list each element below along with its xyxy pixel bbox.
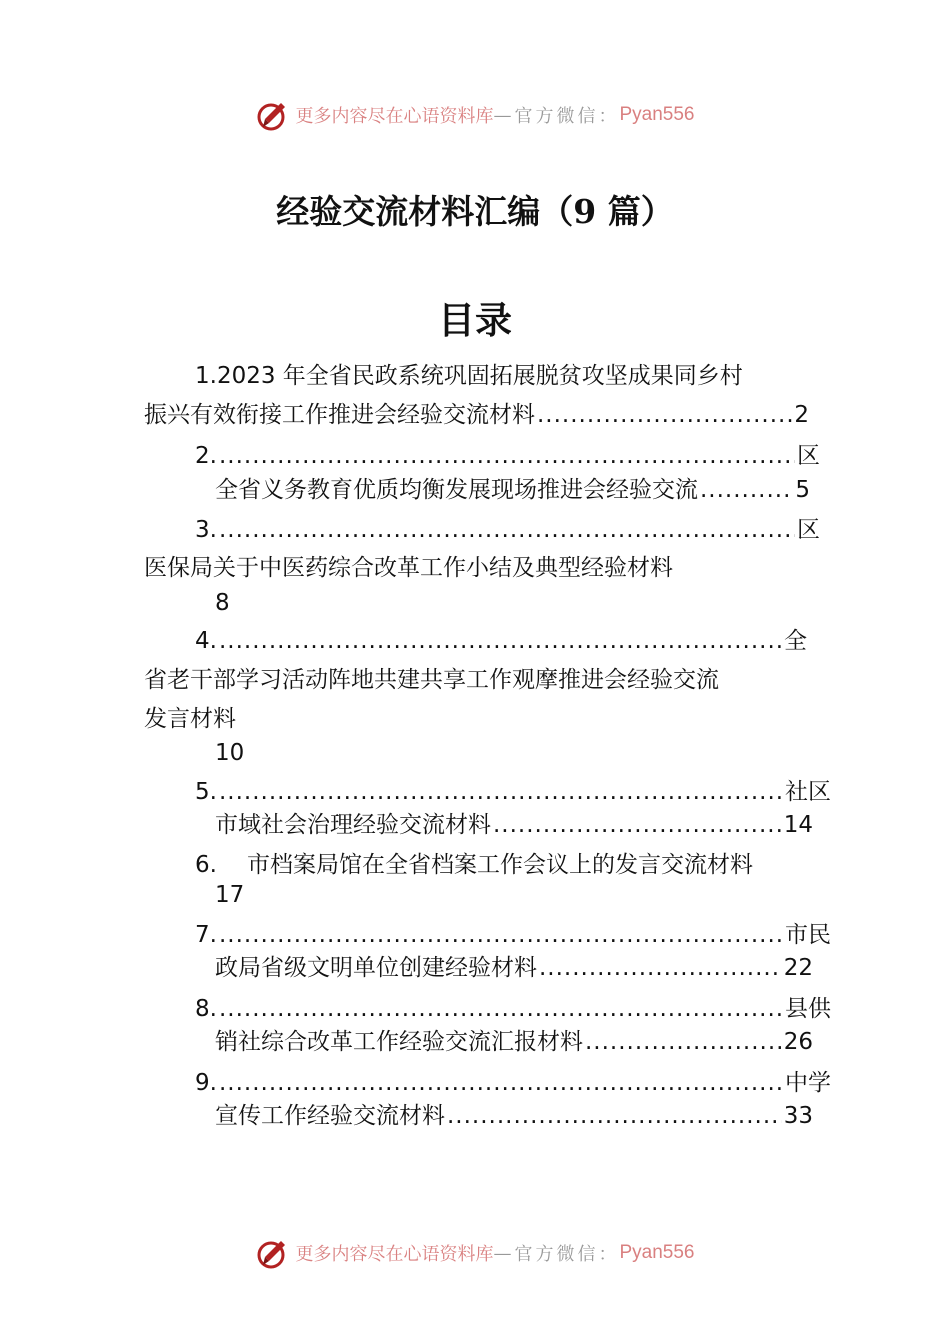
toc-leader-dots [219, 777, 783, 807]
toc-entry-9-text: 宣传工作经验交流材料 [215, 1103, 445, 1129]
watermark-wechat-label: 官方微信： [514, 106, 620, 127]
toc-entry-5-page: 14 [783, 812, 813, 838]
toc-entry-8-page: 26 [783, 1029, 813, 1055]
toc-leader-dots [493, 810, 782, 840]
toc-entry-1-line2[interactable] [144, 400, 809, 430]
toc-leader-dots [539, 953, 782, 983]
toc-entry-3-tail: 区 [797, 517, 820, 543]
toc-entry-4-page: 10 [215, 740, 245, 766]
toc-heading: 目录 [438, 298, 512, 342]
toc-leader-dots [219, 994, 783, 1024]
toc-entry-7-line2[interactable] [215, 953, 813, 983]
watermark-header [0, 95, 950, 135]
toc-entry-8-tail: 县供 [785, 996, 831, 1022]
toc-leader-dots [219, 920, 783, 950]
toc-entry-2-line1[interactable] [195, 441, 820, 471]
toc-entry-4-line1[interactable] [195, 626, 807, 656]
toc-entry-4-text3: 发言材料 [144, 706, 236, 732]
toc-entry-7-line1[interactable] [195, 920, 831, 950]
watermark-site: 更多内容尽在心语资料库 [295, 106, 494, 127]
toc-entry-3-page: 8 [215, 590, 230, 616]
toc-entry-3-line2[interactable] [144, 553, 784, 583]
watermark-wechat-label: 官方微信： [514, 1244, 620, 1265]
toc-entry-8-text: 销社综合改革工作经验交流汇报材料 [215, 1029, 583, 1055]
toc-entry-4-num: 4. [195, 628, 217, 654]
toc-entry-3-num: 3. [195, 517, 217, 543]
toc-entry-4-line3[interactable] [144, 704, 236, 734]
document-title: 经验交流材料汇编（9 篇） [276, 192, 674, 231]
toc-entry-3-line3[interactable] [215, 588, 230, 618]
toc-entry-4-tail: 全 [784, 628, 807, 654]
toc-entry-6-text: 市档案局馆在全省档案工作会议上的发言交流材料 [246, 852, 753, 878]
toc-entry-5-line2[interactable] [215, 810, 813, 840]
pen-logo-icon [255, 1235, 291, 1271]
toc-entry-3-line1[interactable] [195, 515, 820, 545]
toc-entry-1-line1[interactable] [195, 361, 835, 391]
toc-leader-dots [219, 626, 782, 656]
watermark-footer [0, 1233, 950, 1273]
toc-entry-5-num: 5. [195, 779, 217, 805]
toc-entry-8-num: 8. [195, 996, 217, 1022]
toc-entry-1-text2: 振兴有效衔接工作推进会经验交流材料 [144, 402, 535, 428]
toc-leader-dots [585, 1027, 782, 1057]
toc-leader-dots [537, 400, 792, 430]
toc-entry-1-page: 2 [794, 402, 809, 428]
pen-logo-icon [255, 97, 291, 133]
toc-entry-8-line2[interactable] [215, 1027, 813, 1057]
toc-entry-6-num: 6. [195, 852, 217, 878]
toc-entry-9-num: 9. [195, 1070, 217, 1096]
toc-entry-3-text: 医保局关于中医药综合改革工作小结及典型经验材料 [144, 555, 673, 581]
toc-entry-9-line1[interactable] [195, 1068, 831, 1098]
toc-entry-6-line2[interactable] [215, 880, 244, 910]
toc-leader-dots [447, 1101, 782, 1131]
toc-entry-1-text: 1.2023 年全省民政系统巩固拓展脱贫攻坚成果同乡村 [195, 363, 743, 389]
toc-leader-dots [219, 441, 795, 471]
toc-leader-dots [700, 475, 793, 505]
toc-entry-2-text: 全省义务教育优质均衡发展现场推进会经验交流 [215, 477, 698, 503]
toc-entry-2-tail: 区 [797, 443, 820, 469]
toc-leader-dots [219, 515, 795, 545]
toc-entry-5-tail: 社区 [785, 779, 831, 805]
toc-entry-6-line1[interactable] [195, 850, 825, 880]
toc-entry-4-text: 省老干部学习活动阵地共建共享工作观摩推进会经验交流 [144, 667, 719, 693]
toc-entry-4-line4[interactable] [215, 738, 244, 768]
watermark-dash: — [493, 1242, 515, 1264]
toc-entry-2-line2[interactable] [215, 475, 810, 505]
toc-entry-9-tail: 中学 [785, 1070, 831, 1096]
toc-entry-9-line2[interactable] [215, 1101, 813, 1131]
watermark-site: 更多内容尽在心语资料库 [295, 1244, 494, 1265]
toc-entry-5-text: 市域社会治理经验交流材料 [215, 812, 491, 838]
toc-entry-4-line2[interactable] [144, 665, 804, 695]
toc-entry-2-num: 2. [195, 443, 217, 469]
toc-entry-5-line1[interactable] [195, 777, 831, 807]
toc-entry-9-page: 33 [783, 1103, 813, 1129]
toc-entry-7-text: 政局省级文明单位创建经验材料 [215, 955, 537, 981]
watermark-wechat-id: Pyan556 [619, 1242, 695, 1263]
toc-entry-7-tail: 市民 [785, 922, 831, 948]
toc-entry-7-num: 7. [195, 922, 217, 948]
toc-entry-2-page: 5 [795, 477, 810, 503]
watermark-dash: — [493, 104, 515, 126]
toc-entry-6-page: 17 [215, 882, 245, 908]
toc-entry-8-line1[interactable] [195, 994, 831, 1024]
toc-leader-dots [219, 1068, 783, 1098]
watermark-wechat-id: Pyan556 [619, 104, 695, 125]
toc-entry-7-page: 22 [783, 955, 813, 981]
